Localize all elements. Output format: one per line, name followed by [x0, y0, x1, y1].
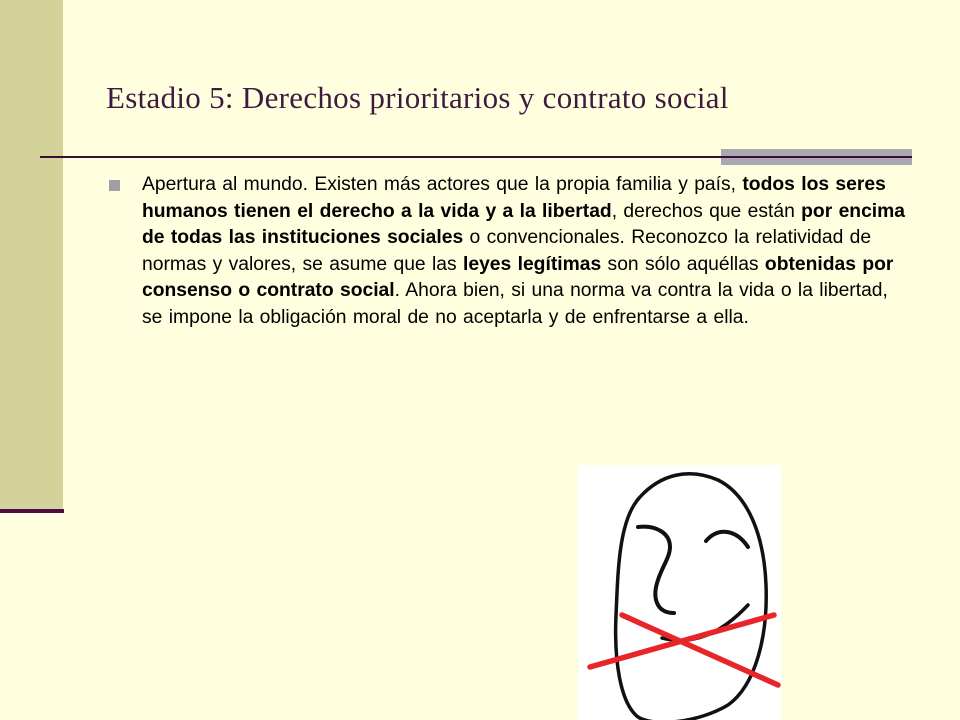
- bullet-marker: [109, 180, 120, 191]
- closed-eye: [706, 532, 748, 547]
- bullet-text-bold: todos los seres humanos tienen el derecho a la vida y a la libertad: [142, 174, 886, 222]
- bullet-text-bold: por encima de todas las instituciones sociales: [142, 200, 906, 248]
- side-bar-underline: [0, 509, 64, 513]
- bullet-text-part: , derechos que están: [611, 200, 802, 222]
- bullet-text-part: son sólo aquéllas: [601, 253, 765, 275]
- bullet-text-part: o convencionales. Reconozco la relatividad de normas y valores, se asume que las: [142, 227, 872, 275]
- face-outline: [616, 474, 767, 720]
- bullet-text-bold: leyes legítimas: [463, 253, 602, 275]
- bullet-text-bold: obtenidas por consenso o contrato social: [142, 253, 894, 301]
- slide-title: Estadio 5: Derechos prioritarios y contrato social: [106, 80, 729, 115]
- side-bar-decoration: [0, 0, 63, 510]
- bullet-text-part: Apertura al mundo. Existen más actores que la propia familia y país,: [142, 174, 743, 195]
- bullet-text-part: . Ahora bien, si una norma va contra la vida o la libertad, se impone la obligación moral de no aceptarla y de enfrentarse a ella.: [142, 280, 888, 328]
- title-divider-accent: [721, 149, 912, 165]
- crossed-mouth-face-image: [578, 465, 781, 720]
- nose-line: [638, 527, 674, 613]
- bullet-text: [142, 172, 912, 331]
